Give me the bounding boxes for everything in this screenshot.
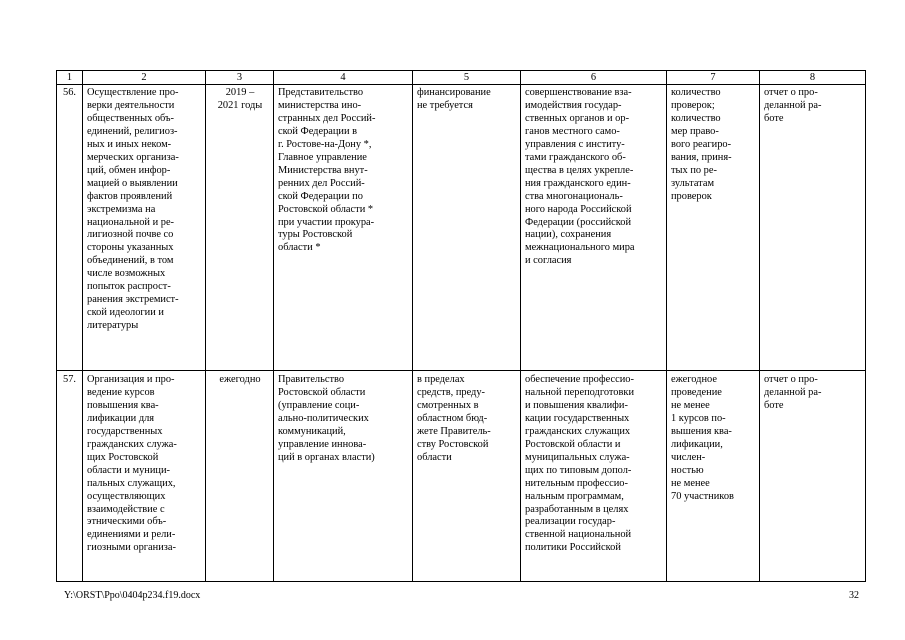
measure-executors: Представительство министерства ино- странных дел Россий- ской Федерации в г. Ростове-на-Дону *, Главное управление Министерства внут- ренних дел Россий- ской Федерации по Ростовской области * при участии прокура- туры Ростовской области * bbox=[274, 85, 413, 371]
row-number: 57. bbox=[57, 371, 83, 582]
measure-description: Организация и про- ведение курсов повышения ква- лификации для государственных гражданских служа- щих Ростовской области и муници- пальных служащих, осуществляющих взаимодействие с этническими объ- единениями и рели- гиозными организа- bbox=[83, 371, 206, 582]
table-header-row bbox=[57, 71, 866, 85]
measure-result: обеспечение профессио- нальной переподготовки и повышения квалифи- кации государственных гражданских служащих Ростовской области и муниципальных служа- щих по типовым допол- нительным профессио- нальным программам, разработанным в целях реализации государ- ственной национальной политики Российской bbox=[521, 371, 667, 582]
column-header: 2 bbox=[83, 71, 206, 85]
column-header: 7 bbox=[667, 71, 760, 85]
footer-file-path: Y:\ORST\Ppo\0404p234.f19.docx bbox=[64, 590, 201, 601]
table-row bbox=[57, 85, 866, 371]
column-header: 6 bbox=[521, 71, 667, 85]
measure-executors: Правительство Ростовской области (управление соци- ально-политических коммуникаций, управление иннова- ций в органах власти) bbox=[274, 371, 413, 582]
measure-report: отчет о про- деланной ра- боте bbox=[760, 371, 866, 582]
measure-funding: финансирование не требуется bbox=[413, 85, 521, 371]
measure-indicator: ежегодное проведение не менее 1 курсов по- вышения ква- лификации, числен- ностью не менее 70 участников bbox=[667, 371, 760, 582]
table-row bbox=[57, 371, 866, 582]
column-header: 8 bbox=[760, 71, 866, 85]
measure-report: отчет о про- деланной ра- боте bbox=[760, 85, 866, 371]
measure-indicator: количество проверок; количество мер право- вого реагиро- вания, приня- тых по ре- зультатам проверок bbox=[667, 85, 760, 371]
column-header: 1 bbox=[57, 71, 83, 85]
measure-term: 2019 – 2021 годы bbox=[206, 85, 274, 371]
measure-term: ежегодно bbox=[206, 371, 274, 582]
measure-result: совершенствование вза- имодействия государ- ственных органов и ор- ганов местного само- управления с институ- тами гражданского об- щества в целях укрепле- ния гражданского един- ства многонациональ- ного народа Российской Федерации (российской нации), сохранения межнационального мира и согласия bbox=[521, 85, 667, 371]
measure-description: Осуществление про- верки деятельности общественных объ- единений, религиоз- ных и иных неком- мерческих организа- ций, обмен инфор- мацией о выявлении фактов проявлений экстремизма на национальной и ре- лигиозной почве со стороны указанных объединений, в том числе возможных попыток распрост- ранения экстремист- ской идеологии и литературы bbox=[83, 85, 206, 371]
column-header: 4 bbox=[274, 71, 413, 85]
column-header: 5 bbox=[413, 71, 521, 85]
row-number: 56. bbox=[57, 85, 83, 371]
measures-table bbox=[56, 70, 866, 582]
page-number: 32 bbox=[849, 590, 859, 601]
column-header: 3 bbox=[206, 71, 274, 85]
measure-funding: в пределах средств, преду- смотренных в областном бюд- жете Правитель- ству Ростовской области bbox=[413, 371, 521, 582]
